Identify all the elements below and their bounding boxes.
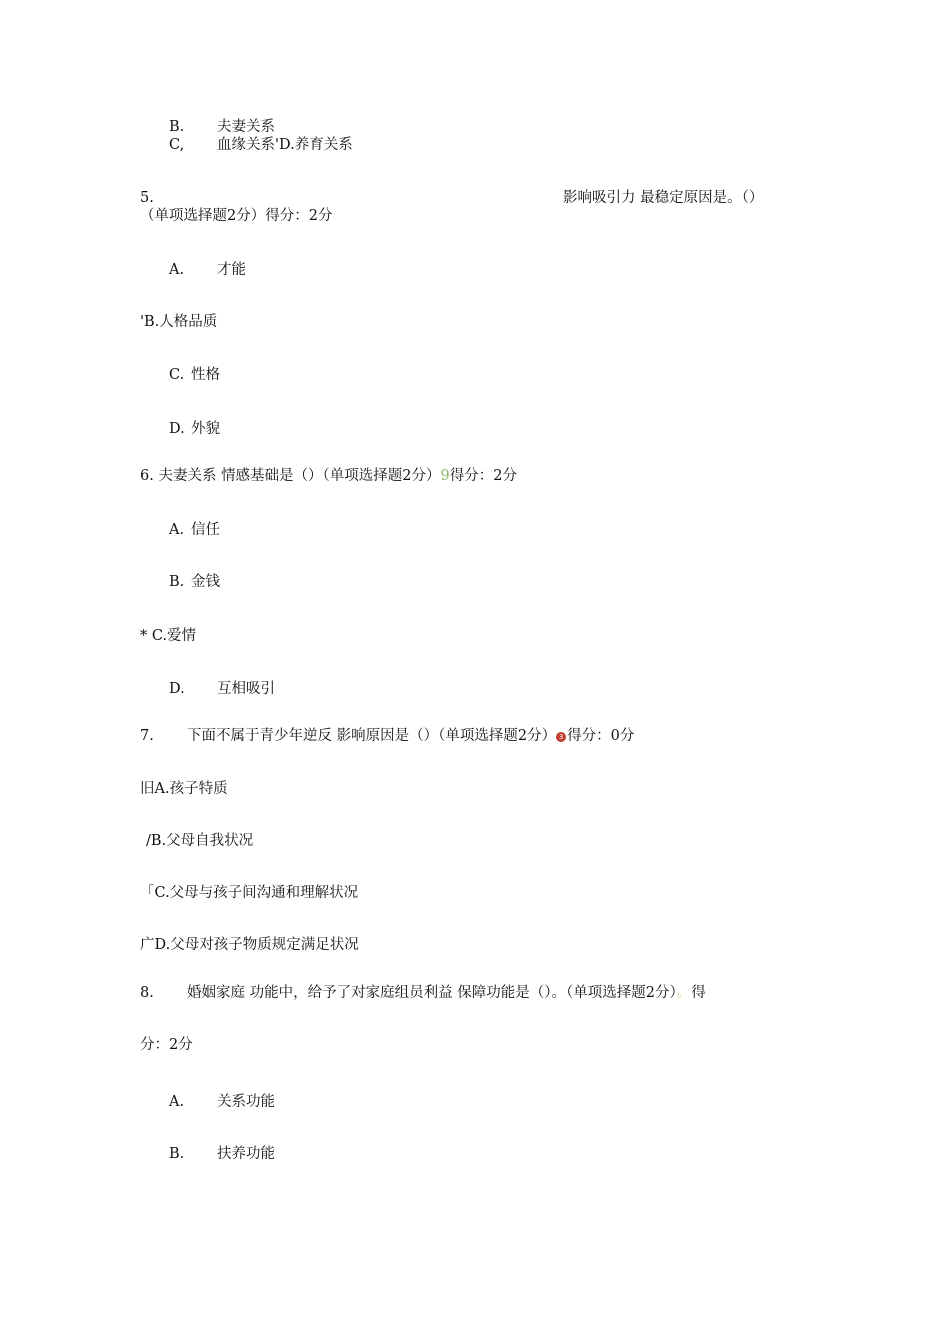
option-text: 人格品质 (159, 314, 218, 330)
option-text: 血缘关系'D.养育关系 (217, 137, 353, 153)
option-text: 关系功能 (217, 1094, 275, 1110)
question-stem: 6. 夫妻关系 情感基础是（）（单项选择题2分） (140, 468, 441, 484)
option-row: /B.父母自我状况 (146, 833, 254, 849)
option-letter: D. (169, 681, 185, 697)
question-row (140, 727, 634, 745)
score-mark: 9 (440, 468, 450, 484)
option-text: 爱情 (167, 628, 197, 644)
option-letter: C, (169, 137, 185, 153)
option-letter: A. (169, 262, 185, 278)
question-stem: 影响吸引力 最稳定原因是。（） (563, 190, 764, 206)
score-mark: 。 (676, 985, 692, 1001)
option-letter: * C. (140, 628, 168, 644)
option-row (169, 420, 220, 438)
option-row (169, 261, 246, 279)
question-row (140, 984, 706, 1002)
option-letter: B. (169, 574, 185, 590)
option-letter: D. (169, 421, 185, 437)
question-stem: 婚姻家庭 功能中，给予了对家庭组员利益 保障功能是（）。（单项选择题2分） (187, 985, 677, 1001)
option-row (169, 680, 275, 698)
option-text: 互相吸引 (217, 681, 275, 697)
question-meta: （单项选择题2分）得分：2分 (140, 208, 333, 224)
option-row: 广D.父母对孩子物质规定满足状况 (140, 937, 359, 953)
option-text: 才能 (217, 262, 246, 278)
option-letter: A. (169, 1094, 185, 1110)
wrong-answer-icon: 3 (556, 732, 566, 742)
option-row (140, 627, 196, 645)
option-row (169, 1093, 275, 1111)
option-letter: C. (169, 367, 185, 383)
option-row (169, 521, 220, 539)
option-row (169, 573, 220, 591)
option-text: 扶养功能 (217, 1146, 275, 1162)
option-letter: 'B. (140, 314, 160, 330)
question-number: 7. (140, 728, 154, 744)
option-text: 金钱 (191, 574, 220, 590)
option-row: 「C.父母与孩子间沟通和理解状况 (140, 885, 359, 901)
question-score-continued: 分：2分 (140, 1037, 193, 1053)
question-score: 得 (691, 985, 706, 1001)
option-letter: A. (169, 522, 185, 538)
question-number: 8. (140, 985, 154, 1001)
option-letter: B. (169, 119, 185, 135)
question-row (140, 467, 517, 485)
option-row (169, 136, 353, 154)
question-score: 得分：0分 (567, 728, 635, 744)
option-text: 夫妻关系 (217, 119, 275, 135)
option-text: 外貌 (191, 421, 220, 437)
option-row (169, 366, 220, 384)
option-text: 信任 (191, 522, 220, 538)
question-stem: 下面不属于青少年逆反 影响原因是（）（单项选择题2分） (187, 728, 557, 744)
question-score: 得分：2分 (449, 468, 517, 484)
option-row (169, 1145, 275, 1163)
option-row: 旧A.孩子特质 (140, 781, 228, 797)
question-number: 5. (140, 190, 154, 206)
option-letter: B. (169, 1146, 185, 1162)
option-row (169, 118, 275, 136)
option-row (140, 313, 217, 331)
option-text: 性格 (191, 367, 220, 383)
